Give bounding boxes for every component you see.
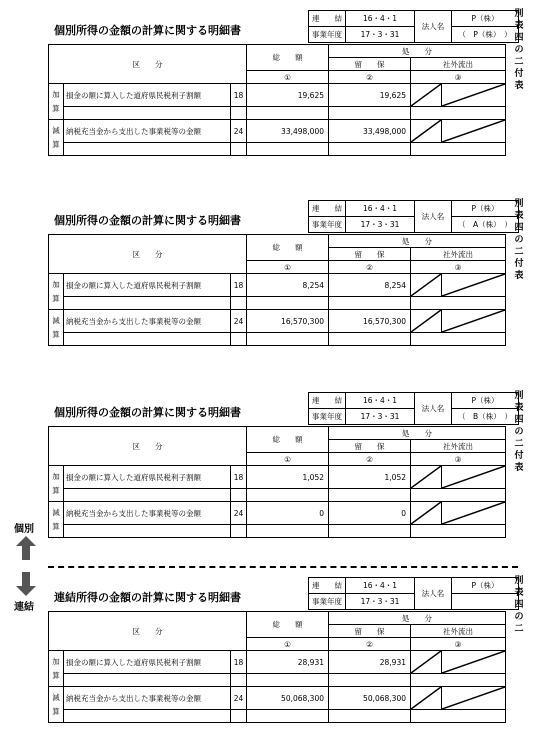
total-amount: 0	[247, 502, 329, 525]
retained-header: 留 保	[329, 440, 411, 453]
blank-cell	[231, 107, 247, 120]
corp-sub: （ A（株） ）	[452, 217, 519, 233]
blank-cell	[329, 489, 411, 502]
row-number: 24	[231, 502, 247, 525]
table-row-blank	[49, 710, 506, 723]
period-start: 16・4・1	[346, 393, 415, 409]
retained-amount: 1,052	[329, 466, 411, 489]
table-row	[49, 687, 506, 710]
col1-number: ①	[247, 71, 329, 84]
table-row	[49, 274, 506, 297]
period-end: 17・3・31	[346, 217, 415, 233]
blank-cell	[247, 674, 329, 687]
blank-cell	[329, 674, 411, 687]
arrow-down-icon	[16, 572, 36, 596]
blank-cell	[64, 710, 231, 723]
retained-header: 留 保	[329, 58, 411, 71]
retained-header: 留 保	[329, 625, 411, 638]
period-label-top: 連 結	[309, 393, 346, 409]
row-number: 18	[231, 274, 247, 297]
total-header: 総 額	[247, 45, 329, 71]
row-group-label: 減算	[49, 310, 64, 346]
col1-number: ①	[247, 638, 329, 651]
table-row-blank	[49, 333, 506, 346]
total-amount: 8,254	[247, 274, 329, 297]
detail-table	[48, 44, 506, 156]
outflow-cell	[411, 84, 506, 107]
col3-number: ③	[411, 638, 506, 651]
row-number: 18	[231, 651, 247, 674]
table-row	[49, 120, 506, 143]
form-side-label: 別表四の二付表	[514, 391, 524, 473]
corp-label: 法人名	[415, 11, 452, 43]
form-side-label: 別表四の二付表	[514, 9, 524, 91]
row-group-label: 加算	[49, 274, 64, 310]
retained-amount: 16,570,300	[329, 310, 411, 333]
period-start: 16・4・1	[346, 201, 415, 217]
row-label: 損金の額に算入した道府県民税利子割額	[64, 84, 231, 107]
table-row-blank	[49, 525, 506, 538]
table-row-blank	[49, 674, 506, 687]
retained-amount: 28,931	[329, 651, 411, 674]
blank-cell	[411, 333, 506, 346]
col3-number: ③	[411, 71, 506, 84]
period-header	[308, 10, 519, 43]
total-header: 総 額	[247, 612, 329, 638]
total-amount: 50,068,300	[247, 687, 329, 710]
total-header: 総 額	[247, 427, 329, 453]
blank-cell	[247, 297, 329, 310]
corp-name: P（株）	[452, 11, 519, 27]
row-number: 24	[231, 687, 247, 710]
corp-sub: （ P（株） ）	[452, 27, 519, 43]
blank-cell	[247, 107, 329, 120]
disposal-header: 処 分	[329, 427, 506, 440]
blank-cell	[329, 143, 411, 156]
blank-cell	[247, 525, 329, 538]
individual-label: 個別	[14, 524, 34, 535]
period-end: 17・3・31	[346, 409, 415, 425]
blank-cell	[247, 710, 329, 723]
retained-header: 留 保	[329, 248, 411, 261]
form-title: 連結所得の金額の計算に関する明細書	[54, 591, 241, 604]
row-group-label: 減算	[49, 687, 64, 723]
kubun-header: 区 分	[49, 235, 247, 274]
table-row	[49, 502, 506, 525]
table-row-blank	[49, 143, 506, 156]
disposal-header: 処 分	[329, 45, 506, 58]
row-label: 損金の額に算入した道府県民税利子割額	[64, 466, 231, 489]
blank-cell	[411, 489, 506, 502]
consolidated-label: 連結	[14, 602, 34, 613]
period-start: 16・4・1	[346, 578, 415, 594]
arrow-up-icon	[16, 536, 36, 560]
blank-cell	[411, 143, 506, 156]
kubun-header: 区 分	[49, 45, 247, 84]
row-label: 納税充当金から支出した事業税等の金額	[64, 310, 231, 333]
period-label-top: 連 結	[309, 11, 346, 27]
row-label: 納税充当金から支出した事業税等の金額	[64, 502, 231, 525]
period-label-bottom: 事業年度	[309, 594, 346, 610]
row-group-label: 減算	[49, 502, 64, 538]
form-side-label: 別表四の二付表	[514, 199, 524, 281]
retained-amount: 19,625	[329, 84, 411, 107]
blank-cell	[231, 710, 247, 723]
blank-cell	[64, 674, 231, 687]
table-row-blank	[49, 297, 506, 310]
blank-cell	[231, 674, 247, 687]
period-header	[308, 577, 519, 610]
disposal-header: 処 分	[329, 235, 506, 248]
blank-cell	[231, 143, 247, 156]
period-start: 16・4・1	[346, 11, 415, 27]
blank-cell	[411, 710, 506, 723]
outflow-cell	[411, 466, 506, 489]
row-number: 24	[231, 120, 247, 143]
form-title: 個別所得の金額の計算に関する明細書	[54, 406, 241, 419]
corp-name: P（株）	[452, 201, 519, 217]
blank-cell	[64, 525, 231, 538]
row-label: 損金の額に算入した道府県民税利子割額	[64, 651, 231, 674]
row-group-label: 加算	[49, 466, 64, 502]
outflow-cell	[411, 651, 506, 674]
table-row-blank	[49, 107, 506, 120]
corp-name: P（株）	[452, 578, 519, 594]
outflow-cell	[411, 502, 506, 525]
form-side-label: 別表四の二	[514, 576, 524, 634]
period-header	[308, 200, 519, 233]
detail-table	[48, 426, 506, 538]
corp-label: 法人名	[415, 578, 452, 610]
outflow-cell	[411, 310, 506, 333]
corp-label: 法人名	[415, 393, 452, 425]
blank-cell	[411, 674, 506, 687]
blank-cell	[231, 525, 247, 538]
blank-cell	[64, 333, 231, 346]
detail-table	[48, 611, 506, 723]
col2-number: ②	[329, 71, 411, 84]
blank-cell	[329, 525, 411, 538]
total-amount: 33,498,000	[247, 120, 329, 143]
disposal-header: 処 分	[329, 612, 506, 625]
row-number: 18	[231, 466, 247, 489]
col3-number: ③	[411, 453, 506, 466]
blank-cell	[411, 107, 506, 120]
blank-cell	[64, 107, 231, 120]
blank-cell	[247, 143, 329, 156]
period-header	[308, 392, 519, 425]
detail-table	[48, 234, 506, 346]
table-row	[49, 310, 506, 333]
period-label-bottom: 事業年度	[309, 217, 346, 233]
blank-cell	[329, 710, 411, 723]
form-title: 個別所得の金額の計算に関する明細書	[54, 24, 241, 37]
period-label-bottom: 事業年度	[309, 409, 346, 425]
period-end: 17・3・31	[346, 594, 415, 610]
row-group-label: 減算	[49, 120, 64, 156]
total-amount: 16,570,300	[247, 310, 329, 333]
total-amount: 1,052	[247, 466, 329, 489]
row-label: 損金の額に算入した道府県民税利子割額	[64, 274, 231, 297]
blank-cell	[231, 333, 247, 346]
outflow-header: 社外流出	[411, 248, 506, 261]
table-row-blank	[49, 489, 506, 502]
row-label: 納税充当金から支出した事業税等の金額	[64, 120, 231, 143]
total-amount: 28,931	[247, 651, 329, 674]
form-title: 個別所得の金額の計算に関する明細書	[54, 214, 241, 227]
retained-amount: 0	[329, 502, 411, 525]
corp-sub: （ B（株） ）	[452, 409, 519, 425]
period-label-bottom: 事業年度	[309, 27, 346, 43]
blank-cell	[411, 297, 506, 310]
row-number: 24	[231, 310, 247, 333]
table-row	[49, 84, 506, 107]
table-row	[49, 651, 506, 674]
col3-number: ③	[411, 261, 506, 274]
col2-number: ②	[329, 261, 411, 274]
blank-cell	[329, 333, 411, 346]
blank-cell	[231, 297, 247, 310]
corp-name: P（株）	[452, 393, 519, 409]
outflow-cell	[411, 120, 506, 143]
row-number: 18	[231, 84, 247, 107]
blank-cell	[329, 107, 411, 120]
outflow-header: 社外流出	[411, 440, 506, 453]
kubun-header: 区 分	[49, 612, 247, 651]
blank-cell	[247, 489, 329, 502]
period-end: 17・3・31	[346, 27, 415, 43]
total-header: 総 額	[247, 235, 329, 261]
col1-number: ①	[247, 261, 329, 274]
period-label-top: 連 結	[309, 578, 346, 594]
blank-cell	[231, 489, 247, 502]
blank-cell	[64, 143, 231, 156]
col2-number: ②	[329, 453, 411, 466]
blank-cell	[64, 297, 231, 310]
table-row	[49, 466, 506, 489]
row-group-label: 加算	[49, 84, 64, 120]
blank-cell	[411, 525, 506, 538]
outflow-cell	[411, 687, 506, 710]
col2-number: ②	[329, 638, 411, 651]
retained-amount: 33,498,000	[329, 120, 411, 143]
kubun-header: 区 分	[49, 427, 247, 466]
row-group-label: 加算	[49, 651, 64, 687]
corp-sub	[452, 594, 519, 610]
retained-amount: 50,068,300	[329, 687, 411, 710]
outflow-header: 社外流出	[411, 58, 506, 71]
blank-cell	[247, 333, 329, 346]
row-label: 納税充当金から支出した事業税等の金額	[64, 687, 231, 710]
outflow-header: 社外流出	[411, 625, 506, 638]
retained-amount: 8,254	[329, 274, 411, 297]
blank-cell	[329, 297, 411, 310]
blank-cell	[64, 489, 231, 502]
total-amount: 19,625	[247, 84, 329, 107]
col1-number: ①	[247, 453, 329, 466]
section-divider	[48, 566, 518, 568]
corp-label: 法人名	[415, 201, 452, 233]
period-label-top: 連 結	[309, 201, 346, 217]
outflow-cell	[411, 274, 506, 297]
